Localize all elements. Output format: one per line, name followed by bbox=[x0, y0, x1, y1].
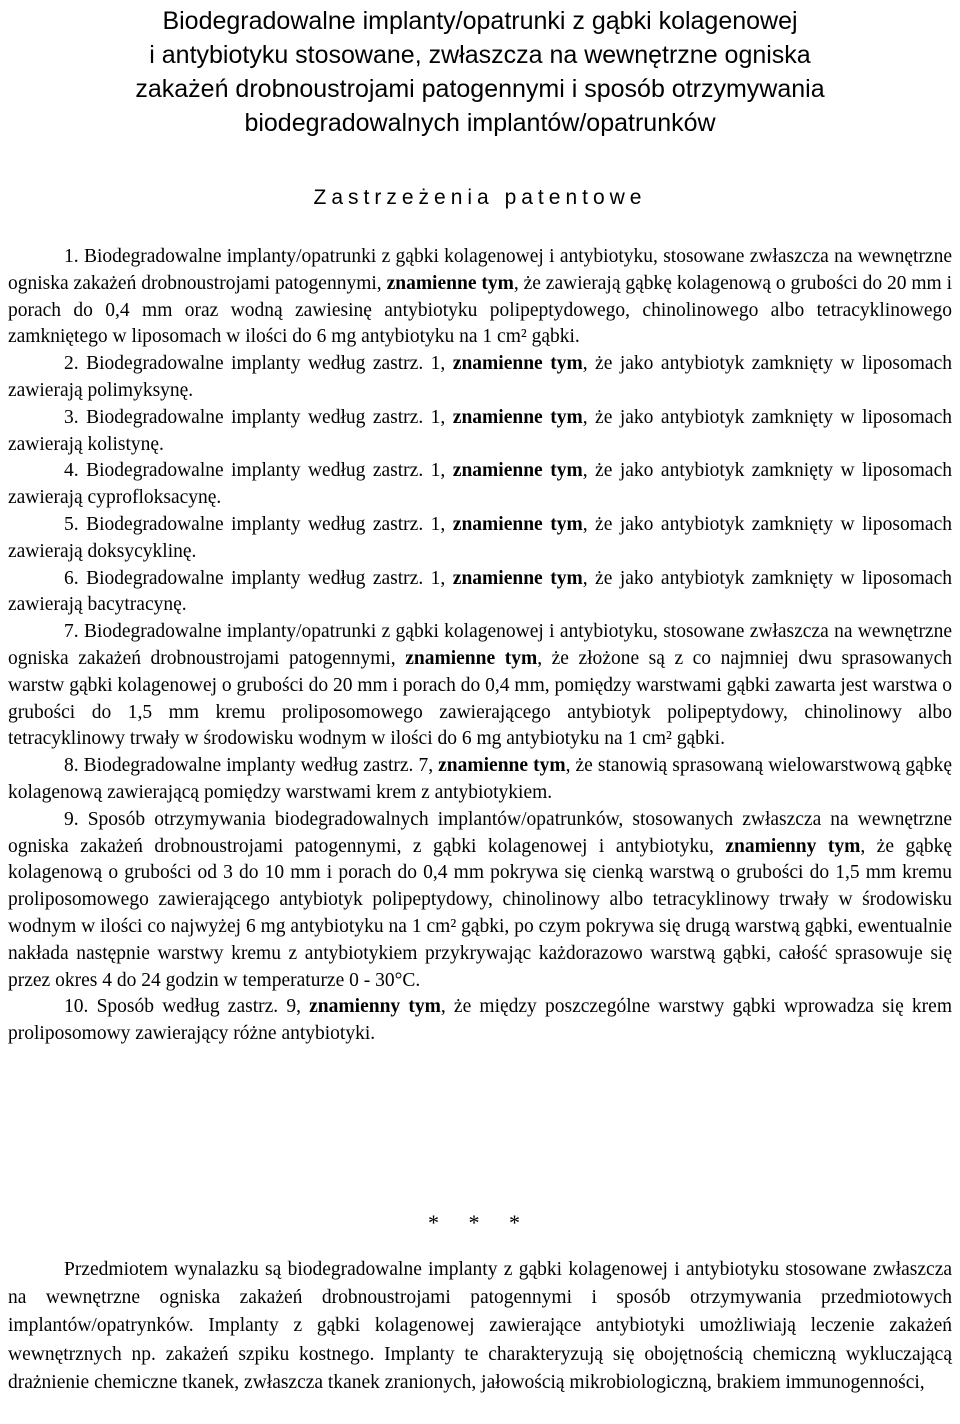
claim-7 bbox=[8, 619, 952, 753]
claim-keyword: znamienne tym bbox=[386, 272, 514, 294]
claim-5 bbox=[8, 512, 952, 566]
claim-6 bbox=[8, 566, 952, 620]
claim-8 bbox=[8, 753, 952, 807]
claim-keyword: znamienne tym bbox=[405, 647, 538, 669]
claim-text: 6. Biodegradowalne implanty według zastrz. 1, bbox=[64, 567, 453, 589]
claim-keyword: znamienne tym bbox=[452, 406, 583, 428]
claim-text: 1. Biodegradowalne implanty/opatrunki z gąbki kolagenowej i antybiotyku, stosowane zwłaszcza na wewnętrzne ogniska zakażeń drobnoustrojami patogennymi, bbox=[8, 246, 952, 294]
claim-keyword: znamienne tym bbox=[452, 513, 583, 535]
claim-text: , że złożone są z co najmniej dwu sprasowanych warstw gąbki kolagenowej o grubości do 20 mm i porach do 0,4 mm, pomiędzy warstwami gąbki zawarta jest warstwa o grubości do 1,5 mm kremu proliposomowego zawierającego antybiotyk polipeptydowy, chinolinowy albo tetracyklinowy trwały w środowisku wodnym w ilości do 6 mg antybiotyku na 1 cm² gąbki. bbox=[8, 647, 952, 750]
claim-text: 2. Biodegradowalne implanty według zastrz. 1, bbox=[64, 353, 453, 375]
claims-list bbox=[8, 244, 952, 1048]
claim-text: 7. Biodegradowalne implanty/opatrunki z gąbki kolagenowej i antybiotyku, stosowane zwłaszcza na wewnętrzne ogniska zakażeń drobnoustrojami patogennymi, bbox=[8, 621, 952, 669]
section-heading: Zastrzeżenia patentowe bbox=[313, 186, 647, 209]
claim-2 bbox=[8, 351, 952, 405]
claim-text: , że jako antybiotyk zamknięty w liposomach zawierają kolistynę. bbox=[8, 406, 952, 455]
section-separator: * * * bbox=[428, 1210, 532, 1235]
claim-text: 3. Biodegradowalne implanty według zastrz. 1, bbox=[64, 406, 453, 428]
claim-text: , że między poszczególne warstwy gąbki wprowadza się krem proliposomowy zawierający różne antybiotyki. bbox=[8, 996, 952, 1045]
description-section bbox=[8, 1256, 952, 1397]
claim-text: 8. Biodegradowalne implanty według zastrz. 7, bbox=[64, 755, 439, 777]
claim-10 bbox=[8, 994, 952, 1048]
description-paragraph: Przedmiotem wynalazku są biodegradowalne implanty z gąbki kolagenowej i antybiotyku stosowane zwłaszcza na wewnętrzne ogniska zakażeń drobnoustrojami patogennymi i sposób otrzymywania przedmiotowych implantów/opatrynków. Implanty z gąbki kolagenowej zawierające antybiotyki umożliwiają leczenie zakażeń wewnętrznych np. zakażeń szpiku kostnego. Implanty te charakteryzują się obojętnością chemiczną wykluczającą drażnienie chemiczne tkanek, zwłaszcza tkanek zranionych, jałowością mikrobiologiczną, brakiem immunogenności, bbox=[8, 1259, 952, 1393]
claim-keyword: znamienne tym bbox=[452, 460, 583, 482]
claim-9 bbox=[8, 807, 952, 995]
title-line: i antybiotyku stosowane, zwłaszcza na wewnętrzne ogniska bbox=[149, 41, 811, 69]
claim-keyword: znamienny tym bbox=[309, 996, 441, 1018]
title-line: Biodegradowalne implanty/opatrunki z gąbki kolagenowej bbox=[162, 7, 798, 35]
claim-keyword: znamienne tym bbox=[438, 755, 566, 777]
claim-keyword: znamienne tym bbox=[452, 353, 583, 375]
claim-keyword: znamienny tym bbox=[725, 835, 861, 857]
claim-text: , że jako antybiotyk zamknięty w liposomach zawierają bacytracynę. bbox=[8, 567, 952, 616]
document-title bbox=[0, 4, 960, 140]
claim-text: , że stanowią sprasowaną wielowarstwową gąbkę kolagenową zawierającą pomiędzy warstwami krem z antybiotykiem. bbox=[8, 755, 952, 803]
claim-text: , że jako antybiotyk zamknięty w liposomach zawierają polimyksynę. bbox=[8, 353, 952, 401]
claim-3 bbox=[8, 405, 952, 459]
claim-text: , że jako antybiotyk zamknięty w liposomach zawierają doksycyklinę. bbox=[8, 513, 952, 562]
claim-text: , że gąbkę kolagenową o grubości od 3 do 10 mm i porach do 0,4 mm pokrywa się cienką warstwą o grubości do 1,5 mm kremu proliposomowego zawierającego antybiotyk polipeptydowy, chinolinowy albo tetracyklinowy trwały w środowisku wodnym w ilości co najwyżej 6 mg antybiotyku na 1 cm² gąbki, po czym pokrywa się drugą warstwą gąbki, ewentualnie nakłada następnie warstwy kremu z antybiotykiem przykrywając każdorazowo warstwą gąbki, całość sprasowuje się przez okres 4 do 24 godzin w temperaturze 0 - 30°C. bbox=[8, 835, 953, 991]
claim-1 bbox=[8, 244, 952, 351]
claim-text: 5. Biodegradowalne implanty według zastrz. 1, bbox=[64, 513, 453, 535]
claim-4 bbox=[8, 458, 952, 512]
claim-keyword: znamienne tym bbox=[452, 567, 583, 589]
claim-text: , że zawierają gąbkę kolagenową o grubości do 20 mm i porach do 0,4 mm oraz wodną zawiesinę antybiotyku polipeptydowego, chinolinowego albo tetracyklinowego zamkniętego w liposomach w ilości do 6 mg antybiotyku na 1 cm² gąbki. bbox=[8, 272, 952, 348]
claim-text: 10. Sposób według zastrz. 9, bbox=[64, 996, 310, 1018]
title-line: biodegradowalnych implantów/opatrunków bbox=[244, 109, 716, 137]
title-line: zakażeń drobnoustrojami patogennymi i sposób otrzymywania bbox=[135, 75, 825, 103]
claim-text: 4. Biodegradowalne implanty według zastrz. 1, bbox=[64, 460, 453, 482]
claim-text: 9. Sposób otrzymywania biodegradowalnych implantów/opatrunków, stosowanych zwłaszcza na wewnętrzne ogniska zakażeń drobnoustrojami patogennymi, z gąbki kolagenowej i antybiotyku, bbox=[8, 808, 952, 857]
claim-text: , że jako antybiotyk zamknięty w liposomach zawierają cyprofloksacynę. bbox=[8, 460, 952, 509]
